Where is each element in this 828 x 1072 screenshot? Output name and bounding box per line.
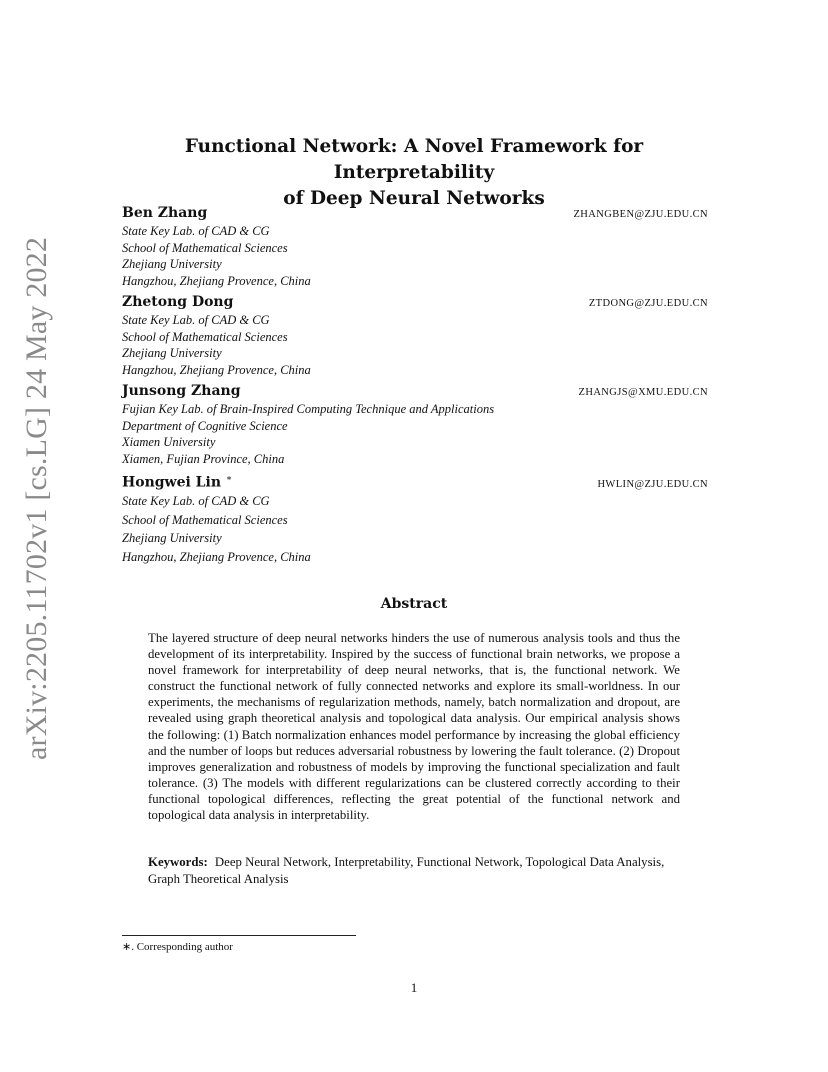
author-affiliation: State Key Lab. of CAD & CG School of Mathematical Sciences Zhejiang University Hangzhou, Zhejiang Provence, China <box>122 494 311 564</box>
abstract-text: The layered structure of deep neural networks hinders the use of numerous analysis tools and thus the development of its interpretability. Inspired by the success of functional brain networks, we propose a novel framework for interpretability of deep neural networks, that is, the functional network. We construct the functional network of fully connected networks and explore its small-worldness. In our experiments, the mechanisms of regularization methods, namely, batch normalization and dropout, are revealed using graph theoretical analysis and topological data analysis. Our empirical analysis shows the following: (1) Batch normalization enhances model performance by increasing the global efficiency and the number of loops but reduces adversarial robustness by lowering the fault tolerance. (2) Dropout improves generalization and robustness of models by improving the functional specialization and fault tolerance. (3) The models with different regularizations can be clustered correctly according to their functional topological differences, reflecting the great potential of the functional network and topological data analysis in interpretability. <box>148 631 680 823</box>
corresponding-marker: ∗ <box>225 474 233 484</box>
page-number: 1 <box>410 980 418 995</box>
author-name: Junsong Zhang <box>122 383 241 399</box>
author-block <box>122 205 708 289</box>
author-affiliation: Fujian Key Lab. of Brain-Inspired Computing Technique and Applications Department of Cognitive Science Xiamen University Xiamen, Fujian Province, China <box>122 402 495 466</box>
author-email[interactable]: ZTDONG@ZJU.EDU.CN <box>588 298 708 309</box>
keywords-list: Deep Neural Network, Interpretability, Functional Network, Topological Data Analysis, Graph Theoretical Analysis <box>148 855 665 886</box>
author-email[interactable]: ZHANGJS@XMU.EDU.CN <box>578 387 708 398</box>
author-name: Ben Zhang <box>122 205 208 221</box>
keywords <box>148 854 680 887</box>
abstract-heading: Abstract <box>380 596 448 612</box>
author-block <box>122 383 708 467</box>
keywords-label: Keywords: <box>148 855 208 869</box>
paper-title <box>120 134 708 212</box>
author-email[interactable]: HWLIN@ZJU.EDU.CN <box>597 478 708 490</box>
footnote-divider <box>122 935 356 936</box>
author-name: Zhetong Dong <box>122 294 234 310</box>
arxiv-identifier: arXiv:2205.11702v1 [cs.LG] 24 May 2022 <box>20 236 53 760</box>
title-line-2: of Deep Neural Networks <box>283 188 545 209</box>
author-block <box>122 474 708 566</box>
author-affiliation: State Key Lab. of CAD & CG School of Mathematical Sciences Zhejiang University Hangzhou, Zhejiang Provence, China <box>122 224 311 288</box>
arxiv-sidebar <box>20 236 64 760</box>
author-block <box>122 294 708 378</box>
author-email[interactable]: ZHANGBEN@ZJU.EDU.CN <box>573 209 708 220</box>
title-line-1: Functional Network: A Novel Framework for Interpretability <box>184 136 644 183</box>
author-name: Hongwei Lin ∗ <box>122 474 233 491</box>
author-affiliation: State Key Lab. of CAD & CG School of Mathematical Sciences Zhejiang University Hangzhou, Zhejiang Provence, China <box>122 313 311 377</box>
footnote: ∗. Corresponding author <box>122 941 233 953</box>
